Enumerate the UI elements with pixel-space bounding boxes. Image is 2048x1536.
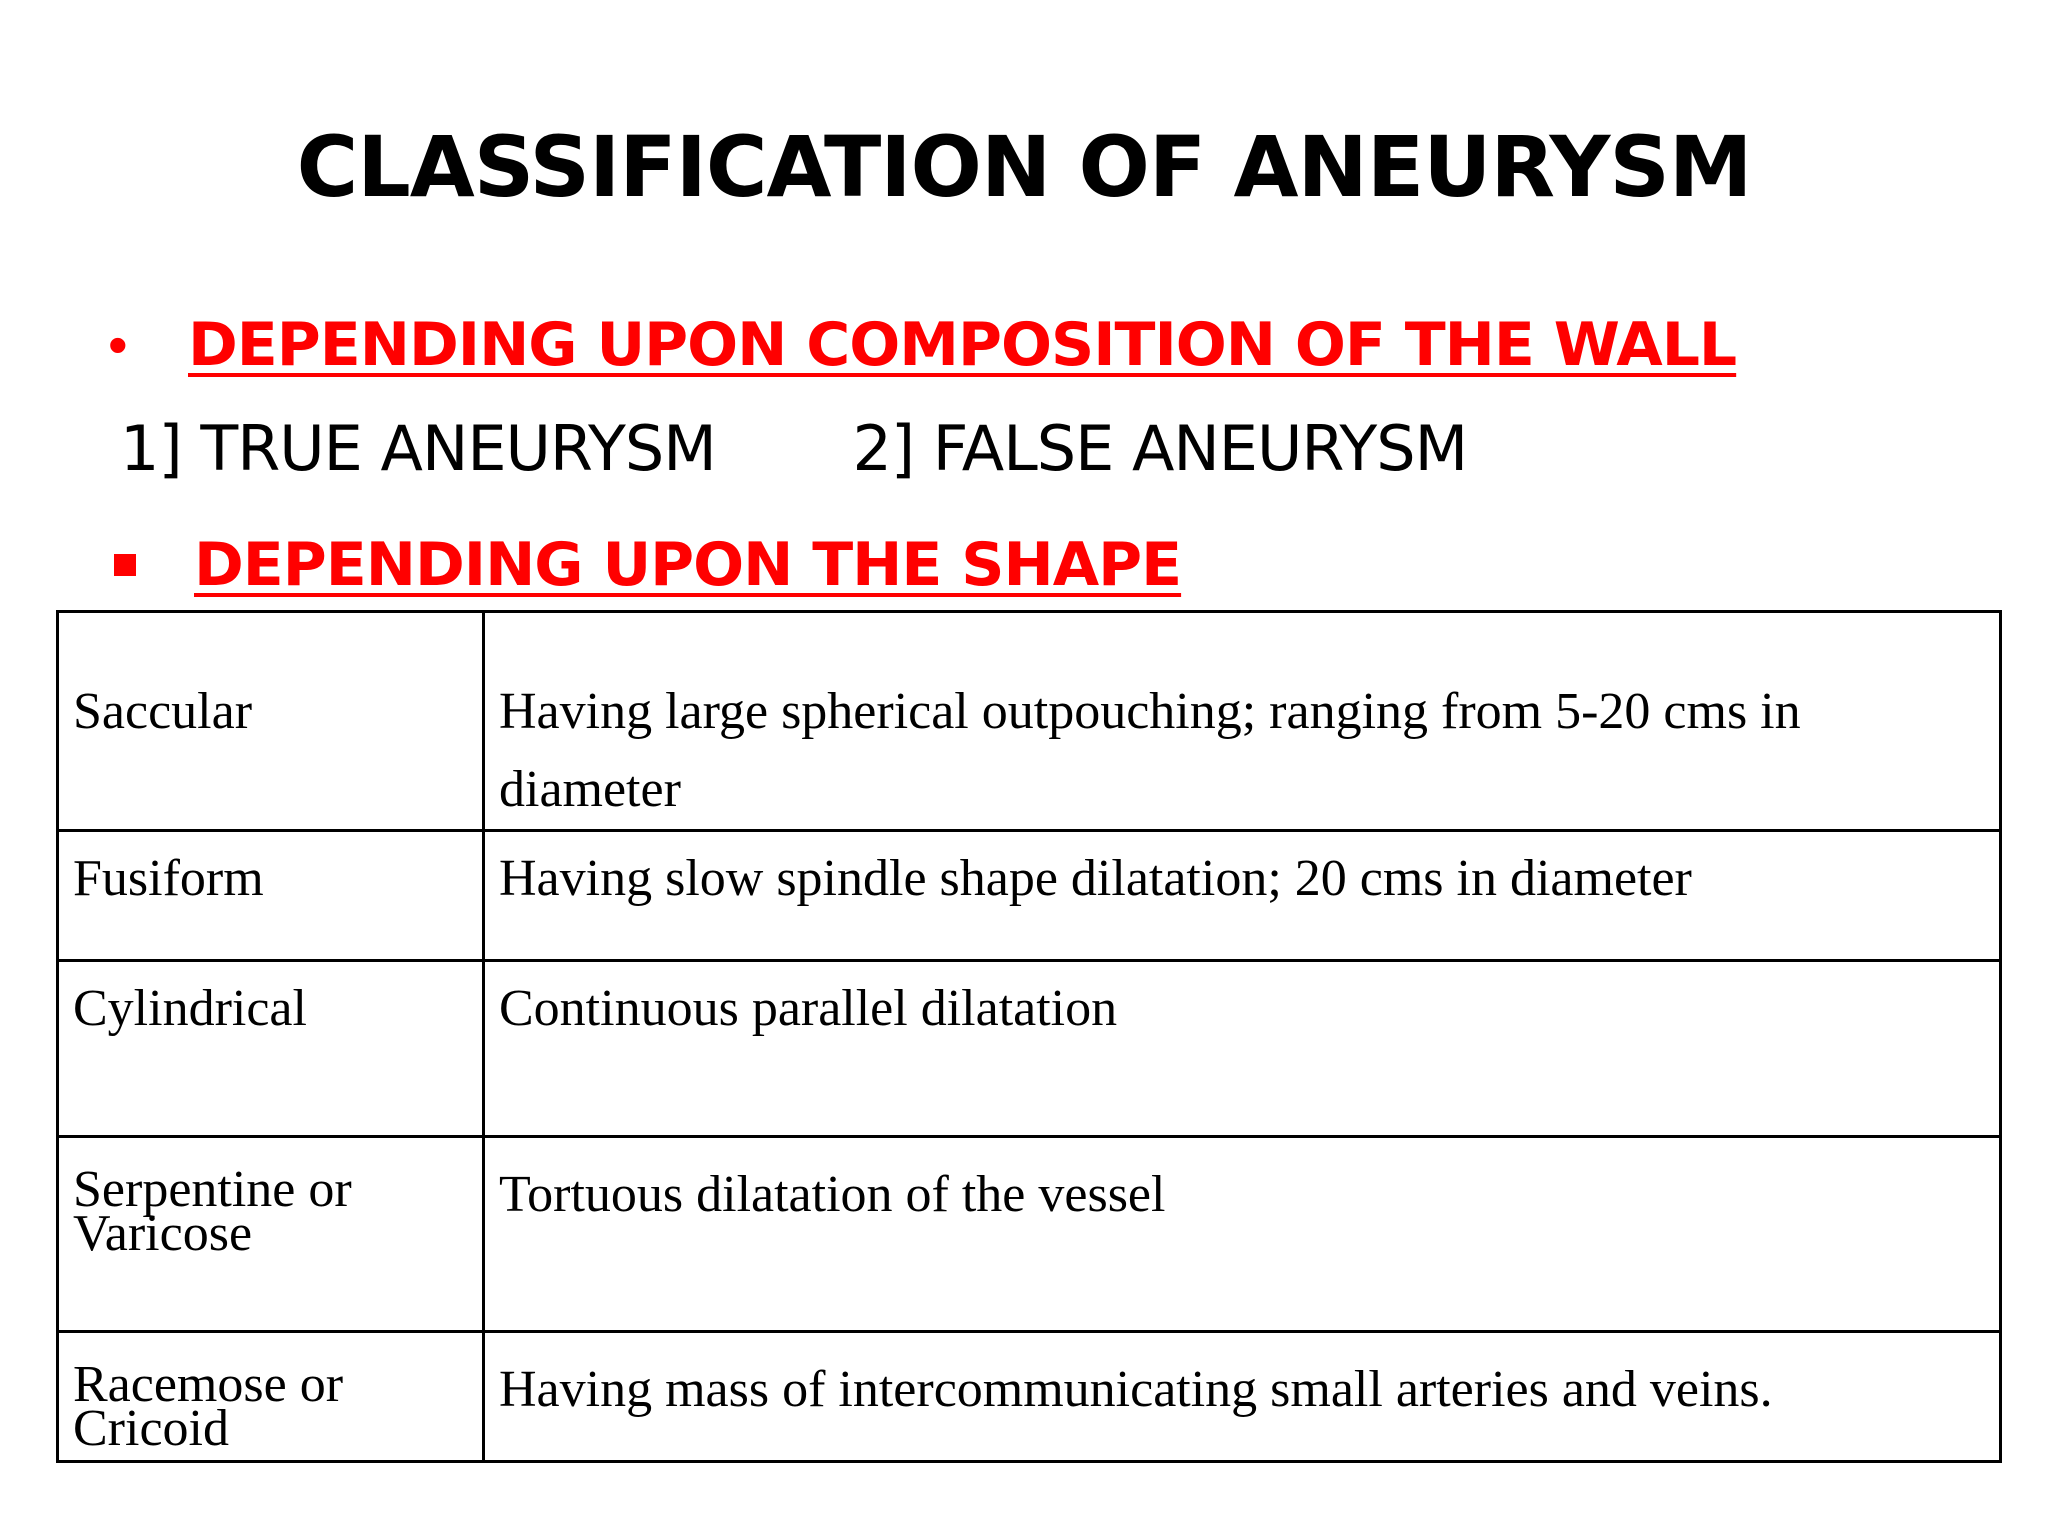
shape-name-cell: Serpentine or Varicose: [58, 1137, 484, 1332]
type-true-aneurysm: 1] TRUE ANEURYSM: [120, 412, 716, 485]
shape-classification-table: [56, 610, 2002, 1463]
section-heading-shape: DEPENDING UPON THE SHAPE: [194, 530, 1182, 600]
shape-name-cell: Fusiform: [58, 831, 484, 961]
bullet-dot-icon: •: [108, 313, 128, 376]
type-false-aneurysm: 2] FALSE ANEURYSM: [852, 412, 1468, 485]
shape-name-cell: Cylindrical: [58, 961, 484, 1137]
shape-name-cell: Racemose or Cricoid: [58, 1332, 484, 1462]
table-row: [58, 1332, 2001, 1462]
shape-description-cell: Continuous parallel dilatation: [484, 961, 2001, 1137]
shape-name-cell: Saccular: [58, 612, 484, 831]
shape-description-cell: Having slow spindle shape dilatation; 20 cms in diameter: [484, 831, 2001, 961]
section-shape: [108, 520, 1181, 610]
shape-description-cell: Tortuous dilatation of the vessel: [484, 1137, 2001, 1332]
table-row: [58, 612, 2001, 831]
aneurysm-types-line: [120, 412, 1467, 485]
square-bullet-icon: [114, 554, 136, 576]
slide-title: CLASSIFICATION OF ANEURYSM: [296, 118, 1752, 216]
table-row: [58, 961, 2001, 1137]
section-composition: [108, 300, 1736, 390]
shape-description-cell: Having large spherical outpouching; ranging from 5-20 cms in diameter: [484, 612, 2001, 831]
table-row: [58, 831, 2001, 961]
table-row: [58, 1137, 2001, 1332]
shape-description-cell: Having mass of intercommunicating small arteries and veins.: [484, 1332, 2001, 1462]
section-heading-composition: DEPENDING UPON COMPOSITION OF THE WALL: [188, 310, 1737, 380]
